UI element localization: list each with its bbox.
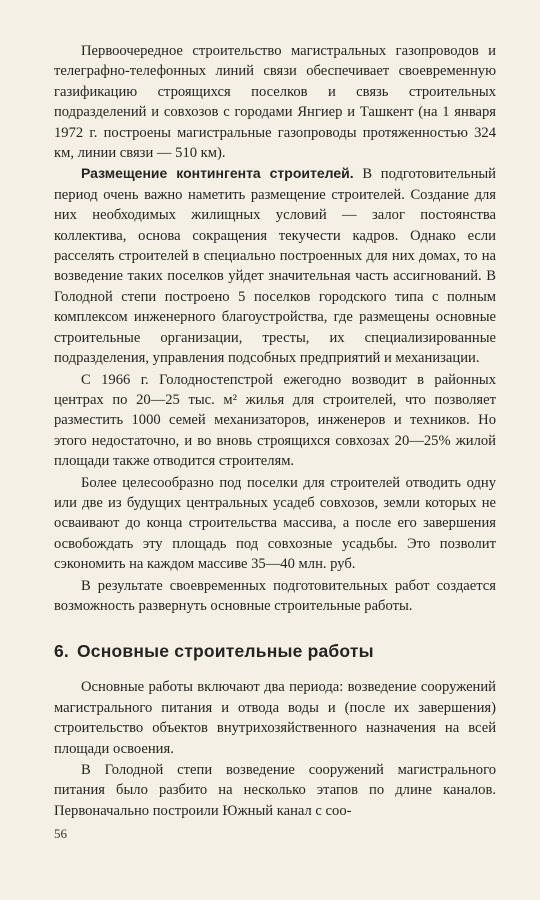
page-body bbox=[54, 40, 496, 821]
section-heading bbox=[54, 640, 496, 662]
paragraph-text: Более целесообразно под поселки для строителей отводить одну или две из будущих центральных усадеб совхозов, земли которых не осваивают до конца строительства массива, а после его завершения освобождать эту площадь под совхозные усадьбы. Это позволит сэкономить на каждом массиве 35—40 млн. руб. bbox=[54, 474, 496, 573]
paragraph-main-works-periods bbox=[54, 676, 496, 759]
paragraph-text: С 1966 г. Голодностепстрой ежегодно возводит в районных центрах по 20—25 тыс. м² жилья для строителей, что позволяет разместить 1000 семей механизаторов, инженеров и техников. Но этого недостаточно, и во вновь строящихся совхозах 20—25% жилой площади также отводится строителям. bbox=[54, 371, 496, 470]
paragraph-text: В Голодной степи возведение сооружений магистрального питания было разбито на несколько этапов по длине каналов. Первоначально построили Южный канал с соо- bbox=[54, 762, 496, 819]
paragraph-preparatory-result bbox=[54, 575, 496, 617]
paragraph-housing-since-1966 bbox=[54, 369, 496, 472]
page-number: 56 bbox=[54, 826, 67, 841]
paragraph-canal-stages bbox=[54, 759, 496, 821]
section-number: 6. bbox=[54, 641, 69, 662]
paragraph-builders-placement bbox=[54, 163, 496, 368]
paragraph-lead: Размещение контингента строителей. bbox=[81, 165, 354, 182]
paragraph-text: Основные работы включают два периода: возведение сооружений магистрального питания и отвода воды и (после их завершения) строительство объектов внутрихозяйственного назначения на всей площади освоения. bbox=[54, 679, 496, 757]
paragraph-text: Первоочередное строительство магистральных газопроводов и телеграфно-телефонных линий связи обеспечивает своевременную газификацию строящихся поселков и связь строительных подразделений и совхозов с городами Янгиер и Ташкент (на 1 января 1972 г. построены магистральные газопроводы протяженностью 324 км, линии связи — 510 км). bbox=[54, 43, 496, 162]
paragraph-settlement-advice bbox=[54, 472, 496, 575]
paragraph-text: В результате своевременных подготовительных работ создается возможность развернуть основные строительные работы. bbox=[54, 577, 496, 614]
paragraph-gas-pipelines bbox=[54, 40, 496, 163]
paragraph-text: В подготовительный период очень важно наметить размещение строителей. Создание для них необходимых жилищных условий — залог постоянства коллектива, основа сокращения текучести кадров. Однако если расселять строителей в специально построенных для них домах, то на возведение таких поселков уйдет значительная часть ассигнований. В Голодной степи построено 5 поселков городского типа с полным комплексом инженерного благоустройства, где размещены основные строительные организации, тресты, их специализированные подразделения, управления подсобных предприятий и механизации. bbox=[54, 166, 496, 367]
section-title: Основные строительные работы bbox=[77, 641, 374, 662]
